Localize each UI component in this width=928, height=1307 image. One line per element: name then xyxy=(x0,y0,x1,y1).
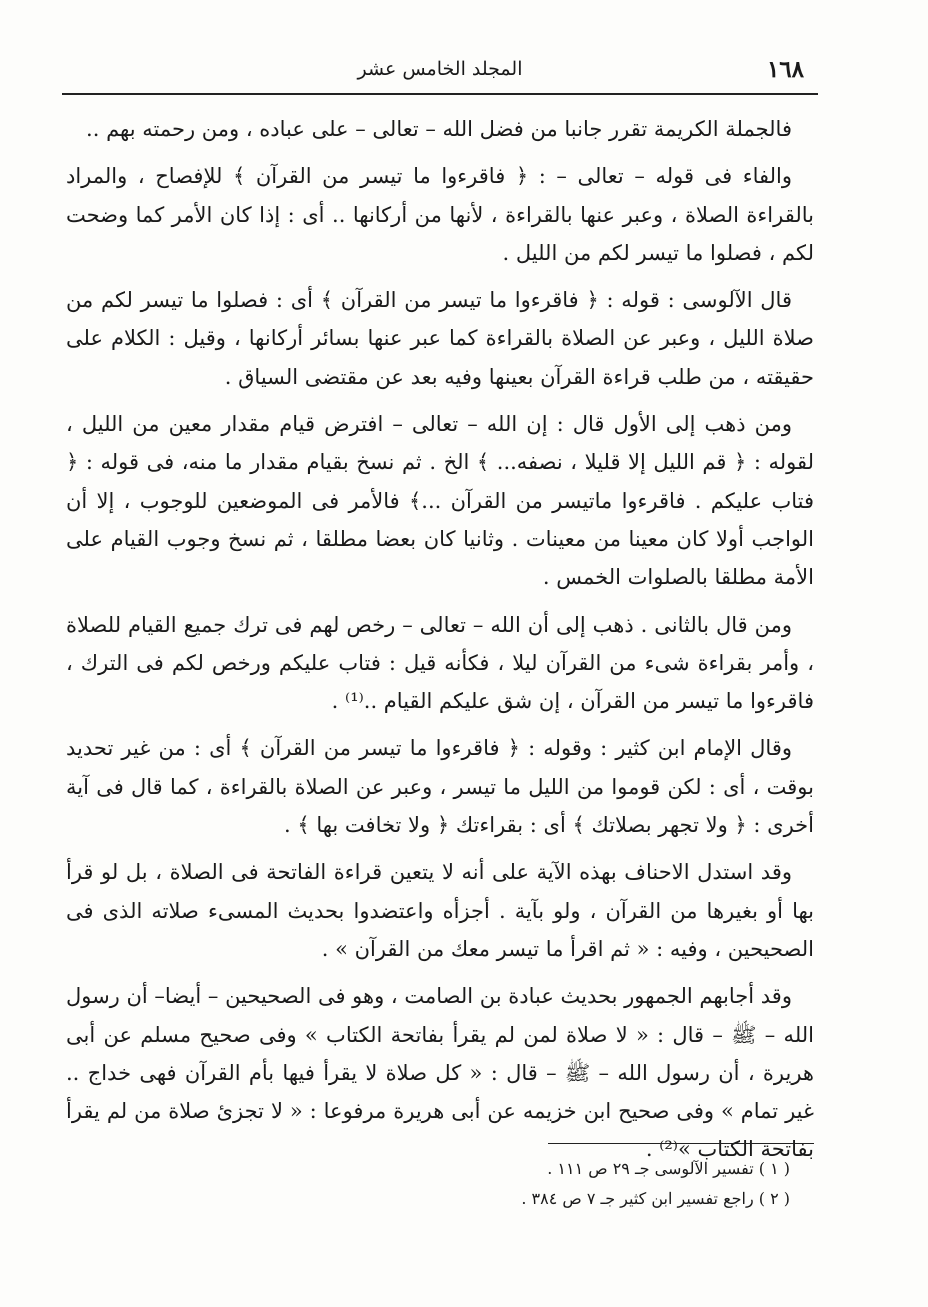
paragraph-7: وقد استدل الاحناف بهذه الآية على أنه لا يتعين قراءة الفاتحة فى الصلاة ، بل لو قرأ بها أو بغيرها من القرآن ، ولو بآية . أجزأه واعتضدوا بحديث المسىء صلاته الذى فى الصحيحين ، وفيه : « ثم اقرأ ما تيسر معك من القرآن » . xyxy=(66,860,814,961)
paragraph-8: وقد أجابهم الجمهور بحديث عبادة بن الصامت ، وهو فى الصحيحين – أيضا– أن رسول الله – ﷺ – قال : « لا صلاة لمن لم يقرأ بفاتحة الكتاب » وفى صحيح مسلم عن أبى هريرة ، أن رسول الله – ﷺ – قال : « كل صلاة لا يقرأ فيها بأم القرآن فهى خداج .. غير تمام » وفى صحيح ابن خزيمه عن أبى هريرة مرفوعا : « لا تجزئ صلاة من لم يقرأ بفاتحة الكتاب »⁽²⁾ . xyxy=(65,984,814,1162)
paragraph-4: ومن ذهب إلى الأول قال : إن الله – تعالى – افترض قيام مقدار معين من الليل ، لقوله : ﴿ قم الليل إلا قليلا ، نصفه... ﴾ الخ . ثم نسخ بقيام مقدار ما منه، فى قوله : ﴿ فتاب عليكم . فاقرءوا ماتيسر من القرآن ...﴾ فالأمر فى الموضعين للوجوب ، إلا أن الواجب أولا كان معينا من معينات . وثانيا كان بعضا مطلقا ، ثم نسخ وجوب القيام على الأمة مطلقا بالصلوات الخمس . xyxy=(66,412,814,590)
footnote-1: ( ١ ) تفسير الآلوسى جـ ٢٩ ص ١١١ . xyxy=(547,1159,790,1178)
page-number: ١٦٨ xyxy=(766,56,804,83)
header-rule xyxy=(62,93,818,95)
footnotes xyxy=(300,1154,814,1214)
running-title: المجلد الخامس عشر xyxy=(357,58,523,80)
paragraph-1: فالجملة الكريمة تقرر جانبا من فضل الله – تعالى – على عباده ، ومن رحمته بهم .. xyxy=(86,117,792,141)
paragraph-3: قال الآلوسى : قوله : ﴿ فاقرءوا ما تيسر من القرآن ﴾ أى : فصلوا ما تيسر لكم من صلاة الليل ، وعبر عن الصلاة بالقراءة كما عبر عنها بسائر أركانها ، وقيل : الكلام على حقيقته ، من طلب قراءة القرآن بعينها وفيه بعد عن مقتضى السياق . xyxy=(66,288,814,389)
paragraph-5: ومن قال بالثانى . ذهب إلى أن الله – تعالى – رخص لهم فى ترك جميع القيام للصلاة ، وأمر بقراءة شىء من القرآن ليلا ، فكأنه قيل : فتاب عليكم ورخص لكم فى الترك ، فاقرءوا ما تيسر من القرآن ، إن شق عليكم القيام ..⁽¹⁾ . xyxy=(66,612,814,714)
paragraph-2: والفاء فى قوله – تعالى – : ﴿ فاقرءوا ما تيسر من القرآن ﴾ للإفصاح ، والمراد بالقراءة الصلاة ، وعبر عنها بالقراءة ، لأنها من أركانها .. أى : إذا كان الأمر كما وضحت لكم ، فصلوا ما تيسر لكم من الليل . xyxy=(66,164,814,265)
footnote-2: ( ٢ ) راجع تفسير ابن كثير جـ ٧ ص ٣٨٤ . xyxy=(521,1189,790,1208)
page-header xyxy=(62,52,818,92)
body-text xyxy=(66,110,814,1178)
footnote-rule xyxy=(548,1143,814,1144)
paragraph-6: وقال الإمام ابن كثير : وقوله : ﴿ فاقرءوا ما تيسر من القرآن ﴾ أى : من غير تحديد بوقت ، أى : لكن قوموا من الليل ما تيسر ، وعبر عن الصلاة بالقراءة ، كما قال فى آية أخرى : ﴿ ولا تجهر بصلاتك ﴾ أى : بقراءتك ﴿ ولا تخافت بها ﴾ . xyxy=(66,736,814,838)
